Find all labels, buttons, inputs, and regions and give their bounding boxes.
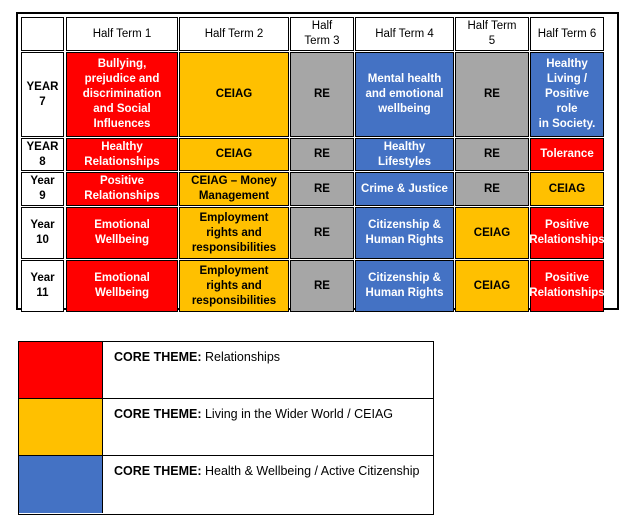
topic-cell xyxy=(290,260,354,312)
topic-cell xyxy=(530,52,604,137)
legend-row xyxy=(19,399,433,456)
topic-cell-text: Mental health and emotional wellbeing xyxy=(365,73,444,115)
legend-text xyxy=(114,405,424,424)
legend-row xyxy=(19,456,433,513)
year-label-text: YEAR 8 xyxy=(26,140,59,168)
header-half-term-1-text: Half Term 1 xyxy=(92,27,152,40)
topic-cell-text: Healthy Living / Positive role in Society. xyxy=(538,58,596,130)
topic-cell-text: RE xyxy=(314,226,330,239)
header-half-term-6-text: Half Term 6 xyxy=(537,27,597,40)
topic-cell xyxy=(179,138,289,171)
topic-cell xyxy=(455,138,529,171)
header-half-term-5-text: Half Term 5 xyxy=(467,20,517,47)
legend-key: CORE THEME: xyxy=(114,350,202,364)
topic-cell-text: Positive Relationships xyxy=(84,175,160,202)
header-half-term-4-text: Half Term 4 xyxy=(375,27,434,40)
year-label-text: YEAR 7 xyxy=(26,80,59,108)
topic-cell xyxy=(179,52,289,137)
year-label xyxy=(21,260,64,312)
topic-cell-text: RE xyxy=(484,182,500,195)
topic-cell xyxy=(66,138,178,171)
header-half-term-3 xyxy=(290,17,354,51)
header-half-term-2 xyxy=(179,17,289,51)
legend-row xyxy=(19,342,433,399)
theme-legend xyxy=(18,341,434,515)
year-label xyxy=(21,172,64,206)
topic-cell xyxy=(455,207,529,259)
topic-cell-text: RE xyxy=(314,182,330,195)
topic-cell xyxy=(179,172,289,206)
legend-label: Health & Wellbeing / Active Citizenship xyxy=(201,464,420,478)
topic-cell-text: RE xyxy=(484,88,500,100)
topic-cell-text: Healthy Relationships xyxy=(84,140,160,168)
topic-cell xyxy=(66,172,178,206)
topic-cell xyxy=(455,172,529,206)
legend-key: CORE THEME: xyxy=(114,407,202,421)
topic-cell-text: Employment rights and responsibilities xyxy=(191,264,277,307)
topic-cell-text: Emotional Wellbeing xyxy=(94,219,150,246)
topic-cell-text: RE xyxy=(314,279,330,292)
topic-cell xyxy=(455,52,529,137)
topic-cell-text: CEIAG xyxy=(215,88,253,100)
topic-cell xyxy=(355,138,454,171)
year-label-text: Year 10 xyxy=(30,219,55,246)
header-half-term-4 xyxy=(355,17,454,51)
topic-cell-text: CEIAG xyxy=(473,279,511,292)
header-half-term-6 xyxy=(530,17,604,51)
legend-swatch xyxy=(19,456,103,513)
topic-cell xyxy=(530,207,604,259)
legend-text xyxy=(114,462,424,481)
legend-swatch xyxy=(19,342,103,398)
year-label xyxy=(21,138,64,171)
topic-cell-text: Employment rights and responsibilities xyxy=(191,211,277,254)
topic-cell xyxy=(66,52,178,137)
topic-cell-text: Crime & Justice xyxy=(361,182,448,195)
topic-cell xyxy=(455,260,529,312)
corner-cell xyxy=(21,17,64,51)
legend-label: Relationships xyxy=(201,350,281,364)
topic-cell xyxy=(355,260,454,312)
header-half-term-3-text: Half Term 3 xyxy=(304,20,340,47)
topic-cell xyxy=(355,207,454,259)
topic-cell xyxy=(290,52,354,137)
legend-label: Living in the Wider World / CEIAG xyxy=(201,407,394,421)
legend-text xyxy=(114,348,424,367)
topic-cell xyxy=(66,260,178,312)
topic-cell-text: Emotional Wellbeing xyxy=(94,272,150,299)
topic-cell xyxy=(290,172,354,206)
topic-cell xyxy=(179,260,289,312)
legend-key: CORE THEME: xyxy=(114,464,202,478)
topic-cell-text: Bullying, prejudice and discrimination and Social Influences xyxy=(82,58,162,130)
topic-cell xyxy=(530,260,604,312)
header-half-term-2-text: Half Term 2 xyxy=(204,27,264,40)
topic-cell-text: CEIAG xyxy=(548,182,586,195)
topic-cell-text: RE xyxy=(314,88,330,100)
header-half-term-1 xyxy=(66,17,178,51)
topic-cell-text: CEIAG – Money Management xyxy=(191,175,277,202)
topic-cell-text: Positive Relationships xyxy=(529,272,605,299)
topic-cell-text: Citizenship & Human Rights xyxy=(365,219,444,246)
topic-cell-text: RE xyxy=(484,148,500,160)
topic-cell-text: Citizenship & Human Rights xyxy=(365,272,444,299)
curriculum-table xyxy=(16,12,619,310)
legend-swatch xyxy=(19,399,103,455)
topic-cell xyxy=(290,207,354,259)
topic-cell-text: Positive Relationships xyxy=(529,219,605,246)
topic-cell xyxy=(355,52,454,137)
year-label xyxy=(21,207,64,259)
topic-cell xyxy=(290,138,354,171)
topic-cell-text: CEIAG xyxy=(473,226,511,239)
topic-cell-text: RE xyxy=(314,148,330,160)
year-label-text: Year 11 xyxy=(30,272,55,299)
topic-cell xyxy=(530,172,604,206)
year-label xyxy=(21,52,64,137)
topic-cell xyxy=(355,172,454,206)
year-label-text: Year 9 xyxy=(30,175,55,202)
topic-cell-text: Tolerance xyxy=(540,148,594,160)
topic-cell-text: Healthy Lifestyles xyxy=(377,140,432,168)
topic-cell xyxy=(530,138,604,171)
topic-cell xyxy=(66,207,178,259)
header-half-term-5 xyxy=(455,17,529,51)
topic-cell-text: CEIAG xyxy=(215,148,253,160)
topic-cell xyxy=(179,207,289,259)
